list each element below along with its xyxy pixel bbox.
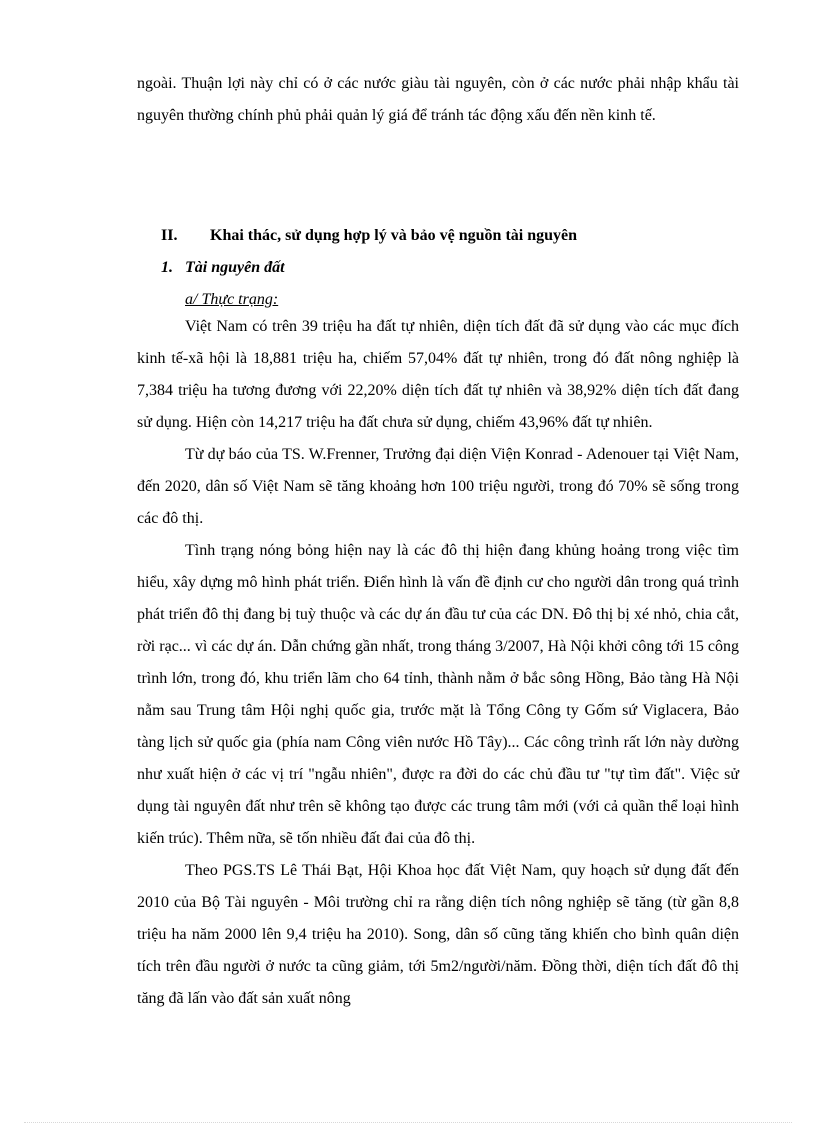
paragraph-population-forecast: Từ dự báo của TS. W.Frenner, Trưởng đại diện Viện Konrad - Adenouer tại Việt Nam, đến 2020, dân số Việt Nam sẽ tăng khoảng hơn 100 triệu người, trong đó 70% sẽ sống trong các đô thị. [137,446,739,527]
subheading-current-status: a/ Thực trạng: [185,291,279,308]
section-title: Khai thác, sử dụng hợp lý và bảo vệ nguồn tài nguyên [210,227,578,244]
section-heading [161,220,577,252]
paragraph-land-planning: Theo PGS.TS Lê Thái Bạt, Hội Khoa học đất Việt Nam, quy hoạch sử dụng đất đến 2010 của Bộ Tài nguyên - Môi trường chỉ ra rằng diện tích nông nghiệp sẽ tăng (từ gần 8,8 triệu ha năm 2000 lên 9,4 triệu ha 2010). Song, dân số cũng tăng khiến cho bình quân diện tích trên đầu người ở nước ta cũng giảm, tới 5m2/người/năm. Đồng thời, diện tích đất đô thị tăng đã lấn vào đất sản xuất nông [137,862,739,1007]
section-number: II. [161,227,178,244]
paragraph-urban-crisis: Tình trạng nóng bỏng hiện nay là các đô thị hiện đang khủng hoảng trong việc tìm hiểu, xây dựng mô hình phát triển. Điển hình là vấn đề định cư cho người dân trong quá trình phát triển đô thị đang bị tuỳ thuộc và các dự án đầu tư của các DN. Đô thị bị xé nhỏ, chia cắt, rời rạc... vì các dự án. Dẫn chứng gần nhất, trong tháng 3/2007, Hà Nội khởi công tới 15 công trình lớn, trong đó, khu triển lãm cho 64 tỉnh, thành nằm ở bắc sông Hồng, Bảo tàng Hà Nội nằm sau Trung tâm Hội nghị quốc gia, trước mặt là Tổng Công ty Gốm sứ Viglacera, Bảo tàng lịch sử quốc gia (phía nam Công viên nước Hồ Tây)... Các công trình rất lớn này dường như xuất hiện ở các vị trí "ngẫu nhiên", được ra đời do các chủ đầu tư "tự tìm đất". Việc sử dụng tài nguyên đất như trên sẽ không tạo được các trung tâm mới (với cả quần thể loại hình kiến trúc). Thêm nữa, sẽ tốn nhiều đất đai của đô thị. [137,542,739,847]
subsection-number: 1. [161,259,173,276]
subsection-heading [161,252,285,284]
body-text [137,311,739,1015]
subsection-title: Tài nguyên đất [185,259,285,276]
intro-paragraph: ngoài. Thuận lợi này chỉ có ở các nước giàu tài nguyên, còn ở các nước phải nhập khẩu tài nguyên thường chính phủ phải quản lý giá để tránh tác động xấu đến nền kinh tế. [137,75,739,124]
paragraph-land-area: Việt Nam có trên 39 triệu ha đất tự nhiên, diện tích đất đã sử dụng vào các mục đích kinh tế-xã hội là 18,881 triệu ha, chiếm 57,04% đất tự nhiên, trong đó đất nông nghiệp là 7,384 triệu ha tương đương với 22,20% diện tích đất tự nhiên và 38,92% diện tích đất đang sử dụng. Hiện còn 14,217 triệu ha đất chưa sử dụng, chiếm 43,96% đất tự nhiên. [137,318,739,431]
